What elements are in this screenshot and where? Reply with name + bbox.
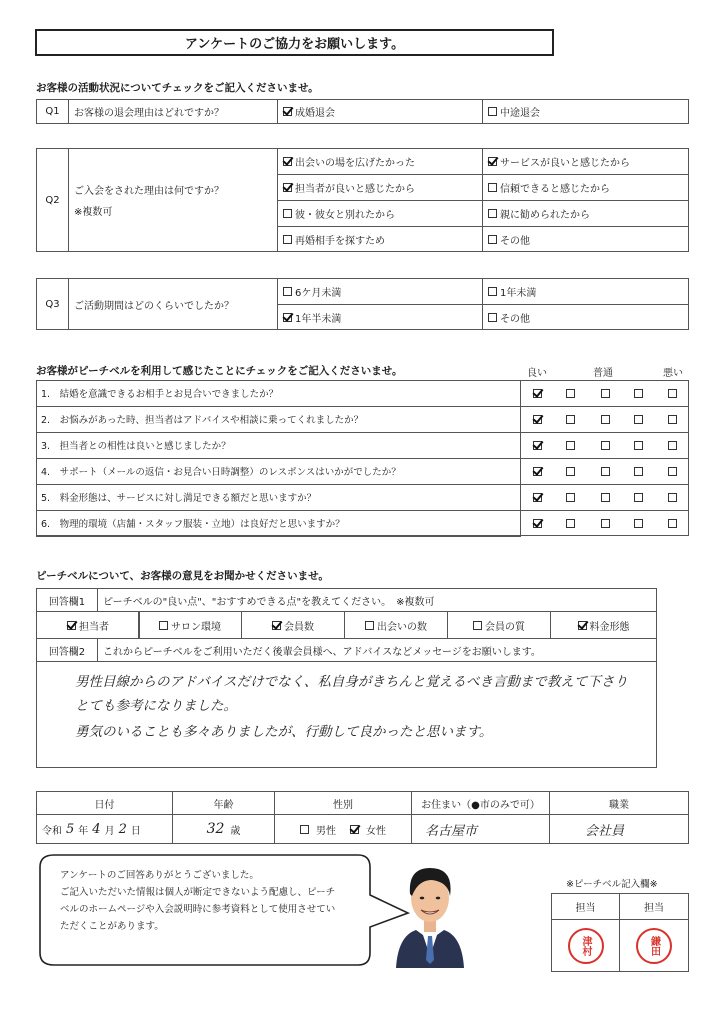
male-checkbox[interactable] — [300, 825, 309, 834]
q2-number: Q2 — [36, 148, 69, 252]
q2-option-4[interactable]: 信頼できると感じたから — [482, 174, 689, 201]
rating-checkbox[interactable] — [601, 415, 610, 424]
answer1-label: 回答欄1 — [36, 588, 98, 612]
rating-checkbox[interactable] — [634, 441, 643, 450]
q2-option-6[interactable]: 親に勧められたから — [482, 200, 689, 227]
rating-row-divider — [520, 510, 689, 511]
answer1-option[interactable]: 会員数 — [241, 611, 345, 639]
checkbox[interactable] — [283, 235, 292, 244]
rating-checkbox[interactable] — [566, 519, 575, 528]
rating-checkbox[interactable] — [533, 389, 542, 398]
checkbox[interactable] — [488, 183, 497, 192]
q3-option-2[interactable]: 1年未満 — [482, 278, 689, 305]
rating-row-divider — [520, 458, 689, 459]
rating-checkbox[interactable] — [634, 415, 643, 424]
q2-option-2[interactable]: サービスが良いと感じたから — [482, 148, 689, 175]
rating-row-divider — [520, 406, 689, 407]
handwritten-line-2: とても参考になりました。 — [75, 698, 237, 714]
q2-option-8[interactable]: その他 — [482, 226, 689, 252]
q2-option-3[interactable]: 担当者が良いと感じたから — [277, 174, 483, 201]
q2-option-1[interactable]: 出会いの場を広げたかった — [277, 148, 483, 175]
q3-option-1[interactable]: 6ケ月未満 — [277, 278, 483, 305]
rating-checkbox[interactable] — [668, 415, 677, 424]
stamp-1: 津村 — [568, 928, 604, 964]
rating-checkbox[interactable] — [668, 441, 677, 450]
advisor-portrait — [392, 856, 468, 968]
scale-good: 良い — [527, 368, 547, 379]
checkbox-checked[interactable] — [488, 157, 497, 166]
q3-question: ご活動期間はどのくらいでしたか？ — [68, 278, 278, 330]
q2-question: ご入会をされた理由は何ですか？ — [74, 186, 224, 197]
rating-checkbox[interactable] — [533, 519, 542, 528]
q1-question: お客様の退会理由はどれですか？ — [68, 99, 278, 124]
rating-checkbox[interactable] — [601, 493, 610, 502]
checkbox[interactable] — [159, 621, 168, 630]
rating-checkbox[interactable] — [668, 389, 677, 398]
age-header: 年齢 — [172, 791, 275, 815]
address-header: お住まい（●市のみで可） — [411, 791, 550, 815]
scale-normal: 普通 — [593, 368, 613, 379]
checkbox[interactable] — [283, 287, 292, 296]
answer1-option[interactable]: 担当者 — [36, 611, 140, 639]
date-value[interactable]: 令和 5 年 4 月 2 日 — [36, 814, 173, 844]
answer1-option[interactable]: 会員の質 — [447, 611, 551, 639]
rating-row: 6. 物理的環境（店舗・スタッフ服装・立地）は良好だと思いますか？ — [36, 510, 521, 537]
message-text: アンケートのご回答ありがとうございました。 ご記入いただいた情報は個人が断定できないよう配慮し、ピーチ ベルのホームページや入会説明時に参考資料として使用させてい ただくことがあります。 — [60, 870, 336, 932]
rating-row: 1. 結婚を意識できるお相手とお見合いできましたか？ — [36, 380, 521, 407]
answer2-label: 回答欄2 — [36, 638, 98, 662]
rating-checkbox[interactable] — [533, 493, 542, 502]
opinion-heading: ピーチベルについて、お客様の意見をお聞かせくださいませ。 — [36, 570, 329, 582]
rating-heading: お客様がピーチベルを利用して感じたことにチェックをご記入くださいませ。 — [36, 365, 403, 377]
q1-number: Q1 — [36, 99, 69, 124]
checkbox-checked[interactable] — [283, 183, 292, 192]
answer1-option[interactable]: サロン環境 — [138, 611, 242, 639]
checkbox[interactable] — [365, 621, 374, 630]
answer1-option[interactable]: 出会いの数 — [344, 611, 448, 639]
checkbox-checked[interactable] — [272, 621, 281, 630]
rating-checkbox[interactable] — [668, 493, 677, 502]
rating-checkbox[interactable] — [601, 389, 610, 398]
staff-col1-stamp-cell — [551, 919, 620, 972]
q2-note: ※複数可 — [74, 207, 113, 218]
q3-option-3[interactable]: 1年半未満 — [277, 304, 483, 330]
date-header: 日付 — [36, 791, 173, 815]
checkbox[interactable] — [488, 313, 497, 322]
answer1-prompt: ピーチベルの"良い点"、"おすすめできる点"を教えてください。 ※複数可 — [97, 588, 657, 612]
gender-header: 性別 — [274, 791, 412, 815]
title-box — [35, 29, 554, 56]
rating-checkbox[interactable] — [601, 467, 610, 476]
rating-checkbox[interactable] — [601, 519, 610, 528]
handwritten-line-3: 勇気のいることも多々ありましたが、行動して良かったと思います。 — [75, 724, 493, 740]
address-value[interactable]: 名古屋市 — [411, 814, 550, 844]
checkbox[interactable] — [488, 107, 497, 116]
rating-checkbox[interactable] — [566, 493, 575, 502]
handwritten-line-1: 男性目線からのアドバイスだけでなく、私自身がきちんと覚えるべき言動まで教えて下さり — [75, 674, 628, 690]
rating-checkbox[interactable] — [634, 467, 643, 476]
answer2-prompt: これからピーチベルをご利用いただく後輩会員様へ、アドバイスなどメッセージをお願いします。 — [97, 638, 657, 662]
rating-checkbox[interactable] — [668, 467, 677, 476]
q3-option-4[interactable]: その他 — [482, 304, 689, 330]
activity-heading: お客様の活動状況についてチェックをご記入くださいませ。 — [36, 82, 319, 94]
checkbox-checked[interactable] — [283, 107, 292, 116]
female-checkbox[interactable] — [350, 825, 359, 834]
stamp-2: 鎌田 — [636, 928, 672, 964]
job-header: 職業 — [549, 791, 689, 815]
q1-option-2[interactable]: 中途退会 — [482, 99, 689, 124]
staff-col2-header: 担当 — [619, 893, 689, 920]
checkbox-checked[interactable] — [283, 313, 292, 322]
rating-checkbox[interactable] — [601, 441, 610, 450]
rating-checkbox[interactable] — [533, 467, 542, 476]
rating-row: 4. サポート（メールの返信・お見合い日時調整）のレスポンスはいかがでしたか？ — [36, 458, 521, 485]
rating-row: 2. お悩みがあった時、担当者はアドバイスや相談に乗ってくれましたか？ — [36, 406, 521, 433]
rating-checkbox[interactable] — [634, 493, 643, 502]
q2-option-7[interactable]: 再婚相手を探すため — [277, 226, 483, 252]
rating-checkbox[interactable] — [634, 519, 643, 528]
checkbox-checked[interactable] — [67, 621, 76, 630]
rating-checkbox[interactable] — [566, 467, 575, 476]
checkbox-checked[interactable] — [283, 157, 292, 166]
q2-question-cell — [68, 148, 278, 252]
checkbox[interactable] — [488, 235, 497, 244]
rating-checkbox[interactable] — [566, 415, 575, 424]
checkbox[interactable] — [488, 209, 497, 218]
q1-option-1[interactable]: 成婚退会 — [277, 99, 483, 124]
staff-col1-header: 担当 — [551, 893, 620, 920]
checkbox-checked[interactable] — [578, 621, 587, 630]
scale-bad: 悪い — [663, 368, 683, 379]
rating-checkbox[interactable] — [668, 519, 677, 528]
rating-row: 5. 料金形態は、サービスに対し満足できる額だと思いますか？ — [36, 484, 521, 511]
job-value[interactable]: 会社員 — [549, 814, 689, 844]
age-value[interactable]: 32 歳 — [172, 814, 275, 844]
rating-row: 3. 担当者との相性は良いと感じましたか？ — [36, 432, 521, 459]
checkbox[interactable] — [283, 209, 292, 218]
q3-number: Q3 — [36, 278, 69, 330]
rating-checkbox[interactable] — [533, 441, 542, 450]
staff-col2-stamp-cell — [619, 919, 689, 972]
answer1-option[interactable]: 料金形態 — [550, 611, 657, 639]
rating-checkbox[interactable] — [566, 389, 575, 398]
rating-row-divider — [520, 484, 689, 485]
rating-checkbox[interactable] — [566, 441, 575, 450]
checkbox[interactable] — [473, 621, 482, 630]
gender-value[interactable]: 男性 女性 — [274, 814, 412, 844]
rating-row-divider — [520, 432, 689, 433]
checkbox[interactable] — [488, 287, 497, 296]
page-title: アンケートのご協力をお願いします。 — [184, 37, 405, 52]
rating-checkbox[interactable] — [634, 389, 643, 398]
q2-option-5[interactable]: 彼・彼女と別れたから — [277, 200, 483, 227]
rating-checkbox[interactable] — [533, 415, 542, 424]
staff-heading: ※ピーチベル記入欄※ — [566, 879, 658, 890]
